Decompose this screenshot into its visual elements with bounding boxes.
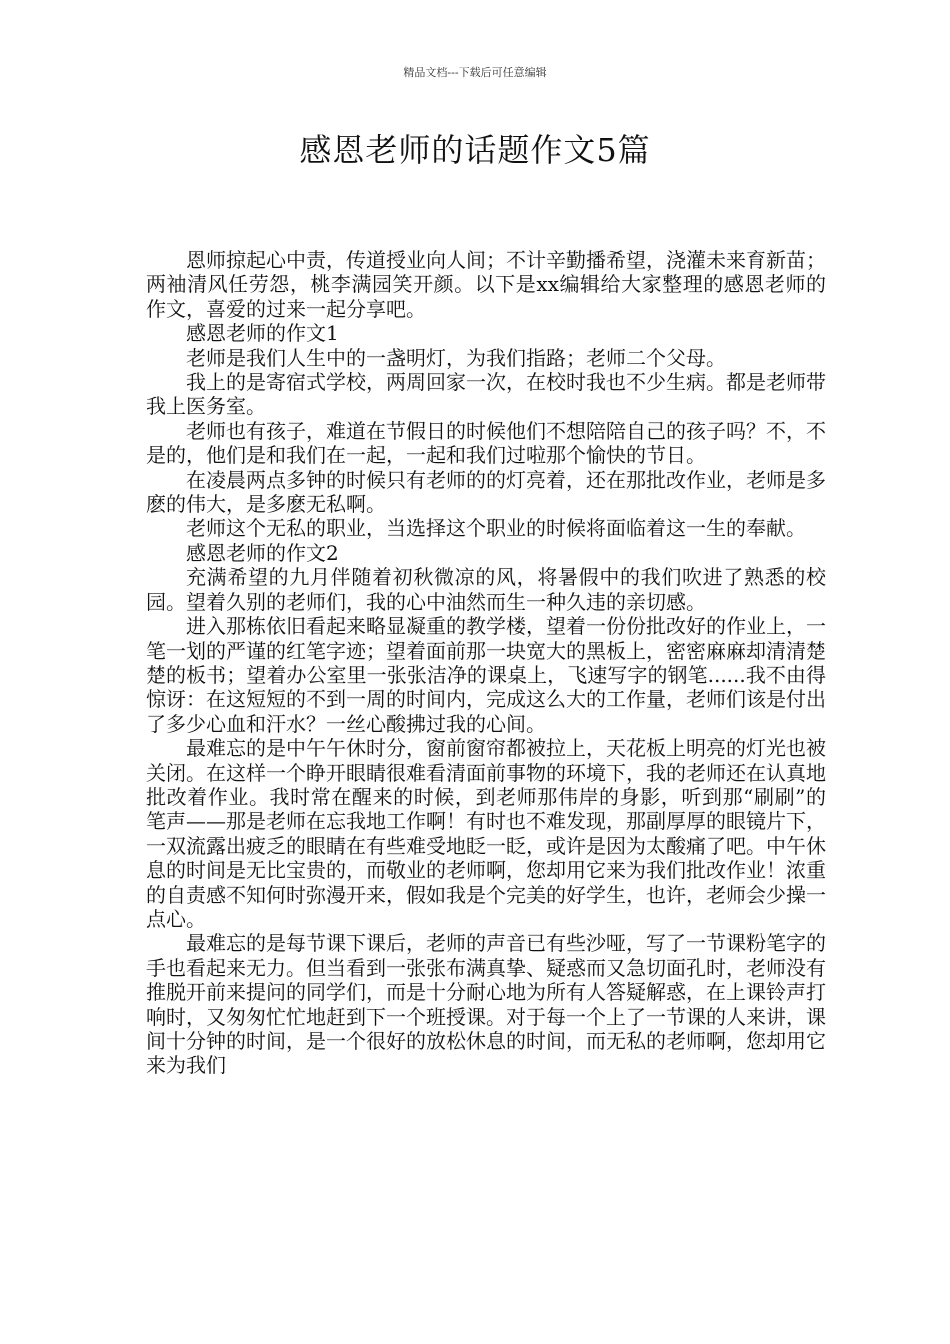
paragraph: 老师是我们人生中的一盏明灯，为我们指路；老师二个父母。: [186, 345, 726, 370]
paragraph: 在凌晨两点多钟的时候只有老师的的灯亮着，还在那批改作业，老师是多麽的伟大，是多麽无私啊。: [146, 467, 826, 517]
header-note: 精品文档---下载后可任意编辑: [403, 66, 547, 79]
paragraph: 老师这个无私的职业，当选择这个职业的时候将面临着这一生的奉献。: [186, 516, 806, 541]
paragraph: 充满希望的九月伴随着初秋微凉的风，将暑假中的我们吹进了熟悉的校园。望着久别的老师们，我的心中油然而生一种久违的亲切感。: [146, 565, 826, 614]
paragraph: 我上的是寄宿式学校，两周回家一次，在校时我也不少生病。都是老师带我上医务室。: [146, 370, 826, 419]
paragraph: 老师也有孩子，难道在节假日的时候他们不想陪陪自己的孩子吗？不，不是的，他们是和我们在一起，一起和我们过啦那个愉快的节日。: [146, 418, 826, 468]
section-heading-1: 感恩老师的作文1: [186, 321, 339, 346]
document-body: [146, 248, 826, 1078]
document-title: 感恩老师的话题作文5篇: [299, 131, 651, 169]
paragraph: 最难忘的是中午午休时分，窗前窗帘都被拉上，天花板上明亮的灯光也被关闭。在这样一个睁开眼睛很难看清面前事物的环境下，我的老师还在认真地批改着作业。我时常在醒来的时候，到老师那伟岸的身影，听到那“刷刷”的笔声——那是老师在忘我地工作啊！有时也不难发现，那副厚厚的眼镜片下，一双流露出疲乏的眼睛在有些难受地眨一眨，或许是因为太酸痛了吧。中午休息的时间是无比宝贵的，而敬业的老师啊，您却用它来为我们批改作业！浓重的自责感不知何时弥漫开来，假如我是个完美的好学生，也许，老师会少操一点心。: [146, 736, 826, 931]
intro-paragraph: 恩师掠起心中责，传道授业向人间；不计辛勤播希望，浇灌未来育新苗；两袖清风任劳怨，桃李满园笑开颜。以下是xx编辑给大家整理的感恩老师的作文，喜爱的过来一起分享吧。: [146, 248, 826, 321]
paragraph: 进入那栋依旧看起来略显凝重的教学楼，望着一份份批改好的作业上，一笔一划的严谨的红笔字迹；望着面前那一块宽大的黑板上，密密麻麻却清清楚楚的板书；望着办公室里一张张洁净的课桌上，飞速写字的钢笔......我不由得惊讶：在这短短的不到一周的时间内，完成这么大的工作量，老师们该是付出了多少心血和汗水？一丝心酸拂过我的心间。: [146, 614, 826, 736]
paragraph: 最难忘的是每节课下课后，老师的声音已有些沙哑，写了一节课粉笔字的手也看起来无力。但当看到一张张布满真挚、疑惑而又急切面孔时，老师没有推脱开前来提问的同学们，而是十分耐心地为所有人答疑解惑，在上课铃声打响时，又匆匆忙忙地赶到下一个班授课。对于每一个上了一节课的人来讲，课间十分钟的时间，是一个很好的放松休息的时间，而无私的老师啊，您却用它来为我们: [146, 931, 826, 1078]
section-heading-2: 感恩老师的作文2: [186, 540, 339, 565]
